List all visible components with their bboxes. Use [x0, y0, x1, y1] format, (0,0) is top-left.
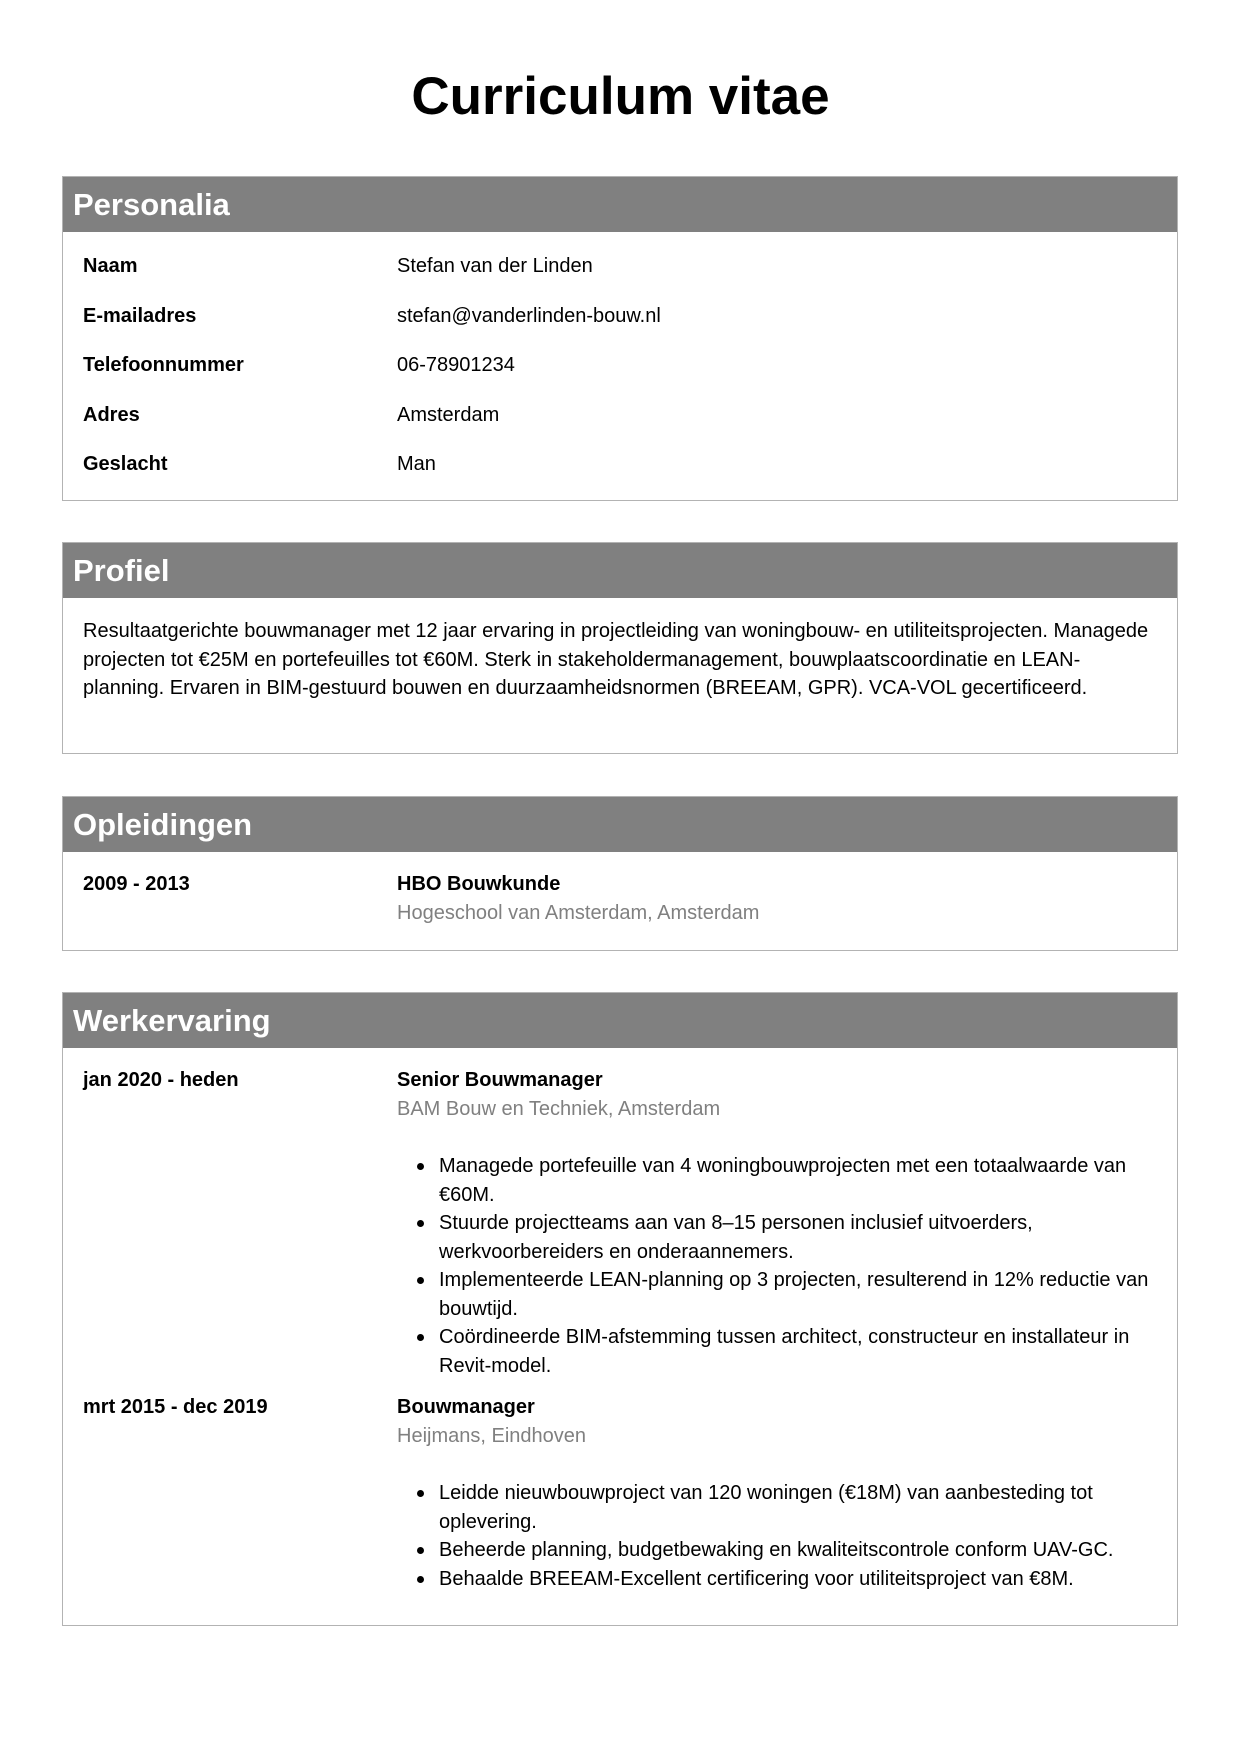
werk-entry-1-bullet: Managede portefeuille van 4 woningbouwprojecten met een totaalwaarde van €60M.: [439, 1152, 1177, 1209]
werkervaring-heading: Werkervaring: [63, 993, 1177, 1048]
opleiding-entry: [63, 852, 1177, 928]
werk-entry-1-bullets: [397, 1152, 1177, 1380]
opleidingen-section: [62, 796, 1178, 951]
personalia-row-email: [63, 304, 1177, 354]
page-title: Curriculum vitae: [411, 67, 830, 126]
werk-entry-2-bullet: Leidde nieuwbouwproject van 120 woningen (€18M) van aanbesteding tot oplevering.: [439, 1479, 1177, 1536]
werk-entry-2-bullets: [397, 1479, 1177, 1593]
profiel-section: [62, 542, 1178, 754]
werk-entry-1-bullet: Stuurde projectteams aan van 8–15 personen inclusief uitvoerders, werkvoorbereiders en onderaannemers.: [439, 1209, 1177, 1266]
profiel-text: Resultaatgerichte bouwmanager met 12 jaar ervaring in projectleiding van woningbouw- en utiliteitsprojecten. Managede projecten tot €25M en portefeuilles tot €60M. Sterk in stakeholdermanagement, bouwplaatscoordinatie en LEAN-planning. Ervaren in BIM-gestuurd bouwen en duurzaamheidsnormen (BREEAM, GPR). VCA-VOL gecertificeerd.: [83, 620, 1149, 699]
profiel-heading: Profiel: [63, 543, 1177, 598]
werk-entry-1: [63, 1048, 1177, 1380]
werk-entry-2-period: mrt 2015 - dec 2019: [83, 1396, 268, 1418]
werk-entry-2-bullet: Behaalde BREEAM-Excellent certificering voor utiliteitsproject van €8M.: [439, 1565, 1177, 1594]
werkervaring-section: [62, 992, 1178, 1626]
opleiding-organisation: Hogeschool van Amsterdam, Amsterdam: [397, 902, 760, 924]
werk-entry-2-title: Bouwmanager: [397, 1396, 535, 1418]
werk-entry-2-bullet: Beheerde planning, budgetbewaking en kwaliteitscontrole conform UAV-GC.: [439, 1536, 1177, 1565]
personalia-row-geslacht: [63, 452, 1177, 502]
email-value: stefan@vanderlinden-bouw.nl: [397, 304, 661, 327]
werk-entry-2-organisation: Heijmans, Eindhoven: [397, 1425, 586, 1447]
werk-entry-1-bullet: Implementeerde LEAN-planning op 3 projecten, resulterend in 12% reductie van bouwtijd.: [439, 1266, 1177, 1323]
werk-entry-2: [63, 1380, 1177, 1593]
geslacht-value: Man: [397, 453, 436, 475]
telefoon-value: 06-78901234: [397, 354, 515, 376]
werk-entry-1-period: jan 2020 - heden: [83, 1069, 239, 1091]
personalia-row-telefoon: [63, 353, 1177, 403]
telefoon-label: Telefoonnummer: [83, 354, 244, 376]
werk-entry-1-organisation: BAM Bouw en Techniek, Amsterdam: [397, 1098, 721, 1120]
opleidingen-heading: Opleidingen: [63, 797, 1177, 852]
personalia-section: [62, 176, 1178, 501]
geslacht-label: Geslacht: [83, 453, 168, 475]
naam-label: Naam: [83, 255, 138, 277]
email-label: E-mailadres: [83, 304, 197, 327]
adres-label: Adres: [83, 403, 140, 426]
adres-value: Amsterdam: [397, 403, 500, 426]
personalia-row-adres: [63, 403, 1177, 453]
werk-entry-1-title: Senior Bouwmanager: [397, 1069, 603, 1091]
naam-value: Stefan van der Linden: [397, 255, 593, 277]
werk-entry-1-bullet: Coördineerde BIM-afstemming tussen architect, constructeur en installateur in Revit-model.: [439, 1323, 1177, 1380]
personalia-row-naam: [63, 254, 1177, 304]
opleiding-title: HBO Bouwkunde: [397, 873, 561, 895]
personalia-heading: Personalia: [63, 177, 1177, 232]
opleiding-period: 2009 - 2013: [83, 873, 190, 895]
